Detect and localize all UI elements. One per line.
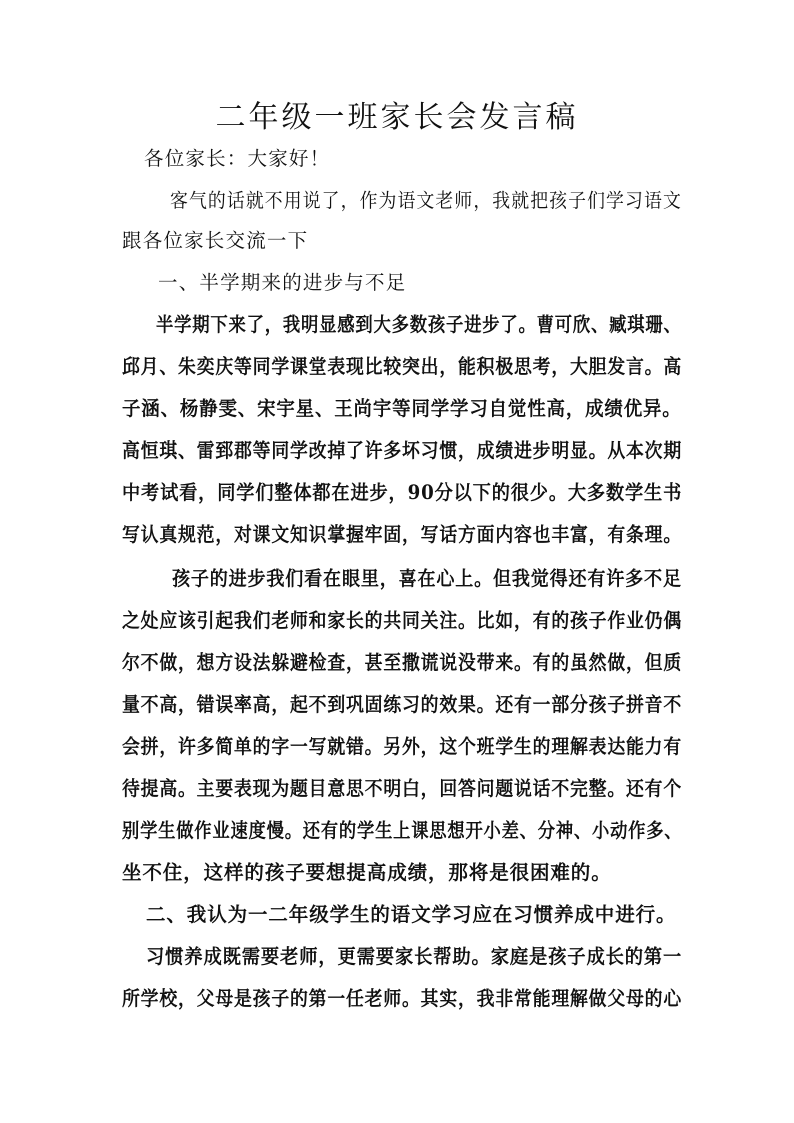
paragraph-line: 之处应该引起我们老师和家长的共同关注。比如，有的孩子作业仍偶 xyxy=(122,609,682,632)
paragraph-line: 习惯养成既需要老师，更需要家长帮助。家庭是孩子成长的第一 xyxy=(146,945,683,968)
section-heading-2: 二、我认为一二年级学生的语文学习应在习惯养成中进行。 xyxy=(146,903,677,926)
paragraph-line: 尔不做，想方设法躲避检查，甚至撒谎说没带来。有的虽然做，但质 xyxy=(122,651,682,674)
paragraph-line: 写认真规范，对课文知识掌握牢固，写话方面内容也丰富，有条理。 xyxy=(122,523,682,546)
paragraph-line: 孩子的进步我们看在眼里，喜在心上。但我觉得还有许多不足 xyxy=(172,567,682,590)
paragraph-line: 邱月、朱奕庆等同学课堂表现比较突出，能积极思考，大胆发言。高 xyxy=(122,355,682,378)
paragraph-line: 跟各位家长交流一下 xyxy=(122,229,309,252)
document-title: 二年级一班家长会发言稿 xyxy=(215,100,579,135)
paragraph-line: 半学期下来了，我明显感到大多数孩子进步了。曹可欣、臧琪珊、 xyxy=(156,313,682,336)
greeting-line: 各位家长：大家好！ xyxy=(144,147,331,170)
paragraph-line: 待提高。主要表现为题目意思不明白，回答问题说话不完整。还有个 xyxy=(122,777,682,800)
paragraph-line: 别学生做作业速度慢。还有的学生上课思想开小差、分神、小动作多、 xyxy=(122,819,683,842)
paragraph-line: 会拼，许多简单的字一写就错。另外，这个班学生的理解表达能力有 xyxy=(122,735,682,758)
paragraph-line: 中考试看，同学们整体都在进步，90分以下的很少。大多数学生书 xyxy=(122,481,683,504)
paragraph-line: 坐不住，这样的孩子要想提高成绩，那将是很困难的。 xyxy=(122,861,612,884)
paragraph-line: 客气的话就不用说了，作为语文老师，我就把孩子们学习语文 xyxy=(170,189,682,212)
paragraph-line: 量不高，错误率高，起不到巩固练习的效果。还有一部分孩子拼音不 xyxy=(122,693,682,716)
paragraph-line: 子涵、杨静雯、宋宇星、王尚宇等同学学习自觉性高，成绩优异。 xyxy=(122,397,682,420)
section-heading-1: 一、半学期来的进步与不足 xyxy=(158,271,407,294)
paragraph-line: 所学校，父母是孩子的第一任老师。其实，我非常能理解做父母的心 xyxy=(122,987,682,1010)
paragraph-line: 高恒琪、雷郅郡等同学改掉了许多坏习惯，成绩进步明显。从本次期 xyxy=(122,439,682,462)
